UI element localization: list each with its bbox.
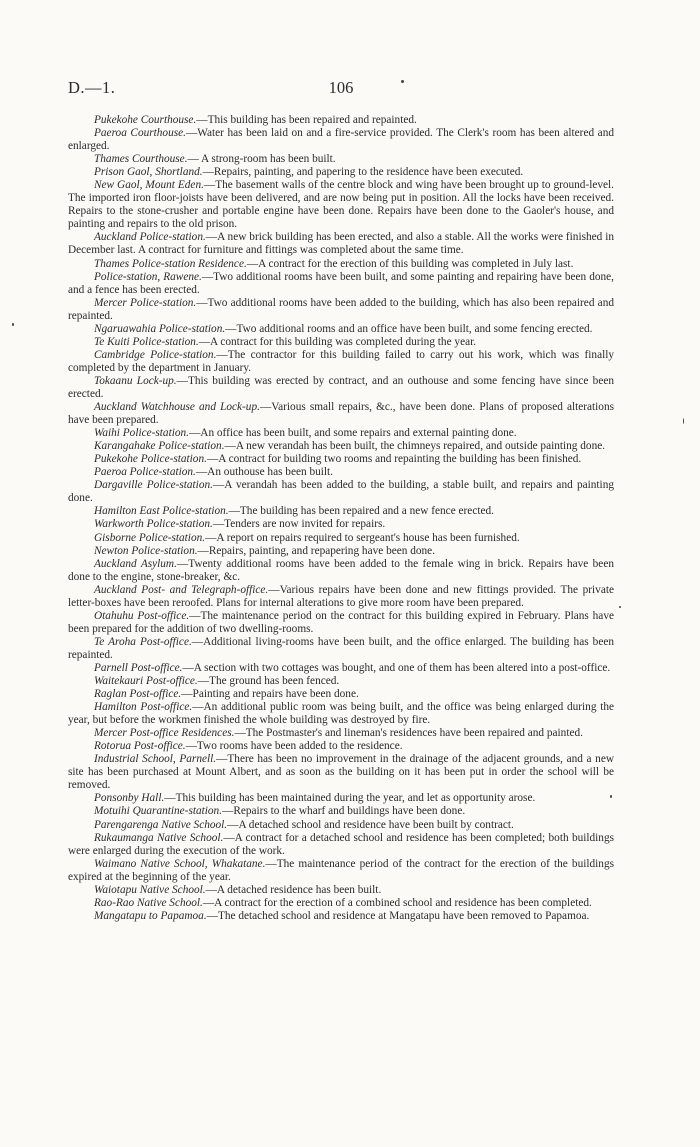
paragraph [68,427,614,440]
paragraph [68,166,614,179]
paragraph [68,479,614,505]
entry-heading: Rukaumanga Native School. [94,831,224,844]
entry-text: —A contract for the erection of this building was completed in July last. [246,257,574,270]
entry-text: —An outhouse has been built. [195,466,333,479]
entry-heading: Paeroa Police-station. [94,466,196,479]
entry-text: —A verandah has been added to the building, a stable built, and repairs and painting done. [68,479,614,505]
entry-heading: New Gaol, Mount Eden. [94,179,204,192]
entry-heading: Auckland Asylum. [94,557,177,570]
entry-heading: Hamilton East Police-station. [94,505,229,518]
paragraph [68,792,614,805]
document-body [68,114,614,923]
paragraph [68,532,614,545]
paragraph [68,518,614,531]
paragraph [68,910,614,923]
entry-text: —Tenders are now invited for repairs. [212,518,386,531]
entry-text: —A detached residence has been built. [205,883,382,896]
scan-speck [12,323,14,326]
entry-heading: Mercer Police-station. [94,296,197,309]
paragraph [68,832,614,858]
paragraph [68,701,614,727]
entry-heading: Newton Police-station. [94,544,198,557]
entry-heading: Otahuhu Post-office. [94,609,190,622]
entry-heading: Te Kuiti Police-station. [94,335,199,348]
entry-heading: Ngaruawahia Police-station. [94,322,226,335]
paragraph [68,897,614,910]
entry-heading: Warkworth Police-station. [94,518,213,531]
entry-heading: Prison Gaol, Shortland. [94,166,203,179]
paragraph [68,636,614,662]
entry-text: —Water has been laid on and a fire-service provided. The Clerk's room has been altered and enlarged. [68,127,614,153]
entry-text: —An additional public room was being built, and the office was being enlarged during the year, but before the workmen finished the whole building was destroyed by fire. [68,701,615,727]
paragraph [68,336,614,349]
entry-heading: Tokaanu Lock-up. [94,374,177,387]
entry-text: —Additional living-rooms have been built, and the office enlarged. The building has been repainted. [68,635,615,661]
entry-text: —Two additional rooms have been added to the building, which has also been repaired and repainted. [68,296,614,322]
paragraph [68,127,614,153]
entry-heading: Ponsonby Hall. [94,792,165,805]
entry-heading: Cambridge Police-station. [94,348,217,361]
entry-heading: Paeroa Courthouse. [94,127,186,140]
entry-heading: Thames Police-station Residence. [94,257,247,270]
entry-text: —Repairs, painting, and repapering have been done. [197,544,436,557]
paragraph [68,375,614,401]
entry-heading: Auckland Police-station. [94,231,206,244]
entry-heading: Parengarenga Native School. [94,818,228,831]
entry-heading: Auckland Watchhouse and Lock-up. [94,401,260,414]
entry-text: —Two additional rooms have been built, and some painting and repairing have been done, and a fence has been erected. [68,270,614,296]
entry-text: —The building has been repaired and a new fence erected. [228,505,494,518]
paragraph [68,884,614,897]
scan-speck [610,795,612,798]
paragraph [68,153,614,166]
paragraph [68,584,614,610]
entry-text: —The Postmaster's and lineman's residences have been repaired and painted. [234,727,583,740]
paragraph [68,453,614,466]
entry-heading: Industrial School, Parnell. [94,753,217,766]
paragraph [68,505,614,518]
entry-text: —This building was erected by contract, and an outhouse and some fencing have since been erected. [68,374,614,400]
scan-speck [619,606,621,608]
paragraph [68,179,614,231]
entry-heading: Waitekauri Post-office. [94,675,198,688]
entry-text: —A new verandah has been built, the chimneys repaired, and outside painting done. [224,440,606,453]
entry-heading: Gisborne Police-station. [94,531,206,544]
paragraph [68,727,614,740]
paragraph [68,297,614,323]
entry-heading: Mangatapu to Papamoa. [94,909,207,922]
entry-text: —Twenty additional rooms have been added to the female wing in brick. Repairs have been done to the engine, stone-breaker, &c. [68,557,614,583]
entry-text: —A contract for this building was completed during the year. [198,335,477,348]
paragraph [68,271,614,297]
entry-heading: Te Aroha Post-office. [94,635,192,648]
entry-heading: Waiotapu Native School. [94,883,206,896]
paragraph [68,740,614,753]
entry-text: —There has been no improvement in the drainage of the adjacent grounds, and a new site has been purchased at Mount Albert, and as soon as the building on it has been put in order the school will be removed. [68,753,615,792]
entry-heading: Waimano Native School, Whakatane. [94,857,266,870]
paragraph [68,114,614,127]
entry-heading: Raglan Post-office. [94,688,182,701]
entry-text: —A new brick building has been erected, and also a stable. All the works were finished in December last. A contract for furniture and fittings was completed about the same time. [68,231,615,257]
entry-text: —A section with two cottages was bought, and one of them has been altered into a post-office. [182,661,611,674]
paragraph [68,610,614,636]
paragraph [68,545,614,558]
entry-heading: Pukekohe Courthouse. [94,114,197,126]
entry-text: —Painting and repairs have been done. [181,688,359,701]
entry-text: —The maintenance period on the contract for this building expired in February. Plans have been prepared for the addition of two dwelling-rooms. [68,609,614,635]
entry-heading: Thames Courthouse. [94,153,188,166]
document-reference: D.—1. [68,78,116,97]
page-number: 106 [328,78,354,97]
entry-text: — A strong-room has been built. [187,153,336,166]
paragraph [68,858,614,884]
paragraph [68,466,614,479]
entry-text: —The detached school and residence at Mangatapu have been removed to Papamoa. [206,909,590,922]
entry-text: —A detached school and residence have been built by contract. [227,818,514,831]
entry-heading: Dargaville Police-station. [94,479,213,492]
scan-speck [683,418,684,424]
entry-text: —Various repairs have been done and new fittings provided. The private letter-boxes have been reroofed. Plans for internal alterations to give more room have been prepared. [68,583,614,609]
paragraph [68,675,614,688]
paragraph [68,440,614,453]
entry-text: —A contract for a detached school and residence has been completed; both buildings were enlarged during the execution of the work. [68,831,614,857]
entry-text: —The contractor for this building failed to carry out his work, which was finally completed by the department in January. [68,348,615,374]
entry-heading: Karangahake Police-station. [94,440,225,453]
entry-heading: Rao-Rao Native School. [94,896,203,909]
entry-text: —The ground has been fenced. [197,675,340,688]
entry-heading: Police-station, Rawene. [94,270,202,283]
entry-heading: Pukekohe Police-station. [94,453,207,466]
paragraph [68,805,614,818]
entry-text: —Two rooms have been added to the residence. [185,740,403,753]
entry-text: —Repairs to the wharf and buildings have been done. [222,805,466,818]
entry-text: —This building has been maintained during the year, and let as opportunity arose. [164,792,536,805]
entry-heading: Waihi Police-station. [94,427,189,440]
entry-text: —A report on repairs required to sergeant's house has been furnished. [205,531,520,544]
entry-heading: Mercer Post-office Residences. [94,727,235,740]
entry-text: —Various small repairs, &c., have been done. Plans of proposed alterations have been prepared. [68,401,615,427]
page-header [68,78,614,114]
paragraph [68,401,614,427]
entry-text: —Two additional rooms and an office have been built, and some fencing erected. [225,322,593,335]
scan-speck [401,80,404,83]
entry-text: —The maintenance period of the contract for the erection of the buildings expired at the beginning of the year. [68,857,614,883]
entry-text: —A contract for building two rooms and repainting the building has been finished. [206,453,582,466]
paragraph [68,753,614,792]
entry-text: —An office has been built, and some repairs and external painting done. [188,427,517,440]
entry-heading: Hamilton Post-office. [94,701,193,714]
entry-text: —This building has been repaired and repainted. [196,114,417,126]
paragraph [68,349,614,375]
entry-text: —The basement walls of the centre block and wing have been brought up to ground-level. The imported iron floor-joists have been delivered, and are now being put in position. All the locks have been received. Repairs to the stone-crusher and portable engine have been done. Repairs have been done to the Gaoler's house, and painting and repairs to the old prison. [68,179,614,231]
entry-heading: Auckland Post- and Telegraph-office. [94,583,269,596]
paragraph [68,258,614,271]
entry-text: —Repairs, painting, and papering to the residence have been executed. [202,166,524,179]
entry-heading: Parnell Post-office. [94,661,183,674]
paragraph [68,323,614,336]
paragraph [68,558,614,584]
entry-text: —A contract for the erection of a combined school and residence has been completed. [202,896,592,909]
paragraph [68,688,614,701]
entry-heading: Rotorua Post-office. [94,740,186,753]
paragraph [68,662,614,675]
paragraph [68,819,614,832]
paragraph [68,231,614,257]
entry-heading: Motuihi Quarantine-station. [94,805,223,818]
